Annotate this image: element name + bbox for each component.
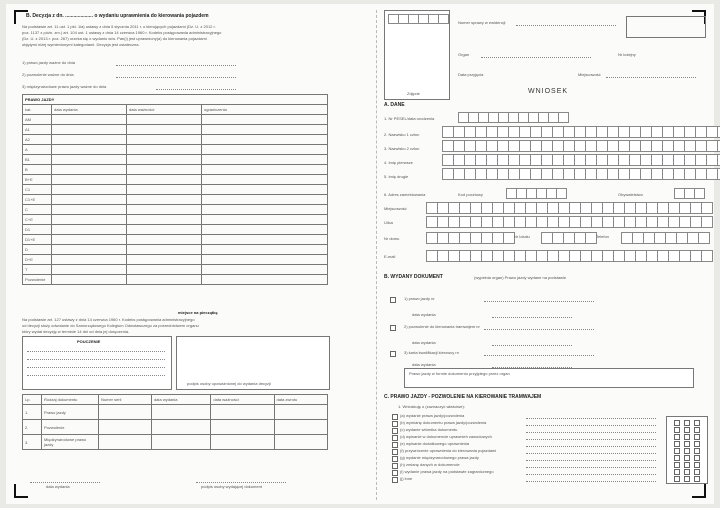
category-checkbox[interactable]	[674, 427, 680, 433]
table-cell[interactable]	[202, 125, 328, 135]
pouczenie-box	[22, 336, 172, 390]
footer-date-caption: data wydania	[46, 484, 70, 489]
table-row	[23, 215, 328, 225]
table-cell[interactable]	[52, 205, 127, 215]
table-cell[interactable]	[127, 135, 202, 145]
phone-cells[interactable]	[621, 232, 709, 244]
documents-table	[22, 394, 328, 450]
table-header: Rodzaj dokumentu	[42, 395, 99, 405]
table-row	[23, 205, 328, 215]
checklist-line	[526, 481, 656, 482]
permit-validity-field[interactable]	[116, 77, 236, 78]
table-row	[23, 420, 328, 435]
table-cell: 1.	[23, 405, 42, 420]
section-b-label: 2) pozwolenie do kierowania tramwajem nr	[404, 324, 480, 329]
flat-number-cells[interactable]	[541, 232, 596, 244]
case-number-label: Numer sprawy w ewidencji	[458, 20, 506, 25]
footer-date-line[interactable]	[30, 482, 100, 483]
checklist-label: (a) wydanie prawa jazdy/pozwolenia	[400, 413, 465, 418]
table-row	[23, 225, 328, 235]
text-line	[27, 359, 165, 360]
checkbox[interactable]	[392, 456, 398, 462]
section-b-label: data wydania	[412, 340, 436, 345]
table-header: data ważności	[211, 395, 274, 405]
section-c-title: C. PRAWO JAZDY - POZWOLENIE NA KIEROWANIE TRAMWAJEM	[384, 394, 542, 400]
category-checkbox[interactable]	[684, 469, 690, 475]
checkbox[interactable]	[392, 449, 398, 455]
field-label: Miejscowość	[384, 206, 407, 211]
category-checkbox[interactable]	[694, 441, 700, 447]
table-cell[interactable]	[202, 185, 328, 195]
checklist-label: (e) wpisanie dodatkowego uprawnienia	[400, 441, 470, 446]
intl-license-label: 3) międzynarodowe prawo jazdy ważne do dnia	[22, 84, 107, 89]
table-cell[interactable]	[127, 115, 202, 125]
section-b-label: 3) karta kwalifikacji kierowcy nr	[404, 350, 459, 355]
note-line: który wydał decyzję w terminie 14 dni od dnia jej doręczenia.	[22, 329, 130, 334]
table-cell[interactable]	[202, 255, 328, 265]
table-cell[interactable]	[211, 435, 274, 450]
section-b-field[interactable]	[492, 367, 572, 368]
category-checkbox[interactable]	[674, 455, 680, 461]
footer-sign-line[interactable]	[196, 482, 286, 483]
category-cell: A	[23, 145, 52, 155]
field-label: Obywatelstwo	[618, 192, 643, 197]
checklist-line	[526, 453, 656, 454]
category-checkbox[interactable]	[684, 434, 690, 440]
category-checkbox[interactable]	[684, 455, 690, 461]
category-checkbox[interactable]	[694, 427, 700, 433]
category-checkbox[interactable]	[684, 427, 690, 433]
table-row	[23, 245, 328, 255]
license-validity-field[interactable]	[116, 65, 236, 66]
field-label: 3. Nazwisko 2 człon	[384, 146, 420, 151]
checklist-label: (c) wydanie wtórnika dokumentu	[400, 427, 458, 432]
table-cell[interactable]	[52, 275, 127, 285]
section-b-field[interactable]	[492, 317, 572, 318]
category-checkbox[interactable]	[674, 420, 680, 426]
checklist-line	[526, 425, 656, 426]
received-date-label: Data przyjęcia	[458, 72, 484, 77]
section-b-field[interactable]	[484, 329, 594, 330]
table-cell[interactable]	[52, 185, 127, 195]
note-line: Na podstawie art. 127 ustawy z dnia 14 czerwca 1960 r. Kodeks postępowania administracyjnego	[22, 317, 195, 322]
category-checkbox[interactable]	[674, 434, 680, 440]
checklist-line	[526, 460, 656, 461]
table-cell[interactable]	[202, 205, 328, 215]
section-b-field[interactable]	[484, 301, 594, 302]
footer-sign-caption: podpis osoby wydającej dokument	[201, 484, 262, 489]
surname2-cells[interactable]	[442, 140, 720, 152]
table-cell[interactable]	[52, 245, 127, 255]
category-checkbox[interactable]	[674, 476, 680, 482]
table-cell[interactable]	[127, 185, 202, 195]
category-cell: C+E	[23, 215, 52, 225]
checkbox[interactable]	[392, 477, 398, 483]
pouczenie-title: POUCZENIE	[77, 339, 101, 344]
page-divider	[376, 10, 377, 500]
table-cell: Międzynarodowe prawo jazdy	[42, 435, 99, 450]
table-cell[interactable]	[202, 245, 328, 255]
table-cell[interactable]	[127, 275, 202, 285]
input-cell[interactable]	[438, 14, 449, 24]
stamp-caption: miejsce na pieczątkę	[178, 310, 218, 315]
street-cells[interactable]	[426, 216, 712, 228]
table-cell[interactable]	[127, 125, 202, 135]
input-cell[interactable]	[701, 202, 713, 214]
table-row	[23, 265, 328, 275]
section-b-field[interactable]	[492, 345, 572, 346]
place-label: Miejscowość	[578, 72, 601, 77]
input-cell[interactable]	[701, 250, 713, 262]
photo-caption: Zdjęcie	[407, 91, 420, 96]
table-cell[interactable]	[202, 175, 328, 185]
table-cell[interactable]	[274, 420, 327, 435]
category-checkbox[interactable]	[684, 476, 690, 482]
table-cell[interactable]	[52, 265, 127, 275]
crop-mark	[14, 484, 28, 498]
table-cell[interactable]	[127, 155, 202, 165]
signature-box[interactable]	[176, 336, 330, 390]
email-cells[interactable]	[426, 250, 712, 262]
category-cell: C1	[23, 185, 52, 195]
checklist-label: (h) zmianę danych w dokumencie	[400, 462, 460, 467]
category-checkbox[interactable]	[684, 420, 690, 426]
categories-table	[22, 94, 328, 285]
paragraph-line: objętymi niżej wymienionymi kategoriami. Decyzja jest ostateczna.	[22, 42, 140, 47]
category-checkbox[interactable]	[684, 448, 690, 454]
checklist-line	[526, 446, 656, 447]
table-row	[23, 275, 328, 285]
checklist-label: (g) wydanie międzynarodowego prawa jazdy	[400, 455, 479, 460]
table-header: Lp.	[23, 395, 42, 405]
table-cell[interactable]	[127, 215, 202, 225]
input-cell[interactable]	[558, 112, 569, 123]
checklist-label: (f) przywrócenie uprawnienia do kierowania pojazdami	[400, 448, 497, 453]
table-cell[interactable]	[99, 420, 152, 435]
checkbox[interactable]	[392, 421, 398, 427]
field-label: Nr domu	[384, 236, 400, 241]
table-cell: 2.	[23, 420, 42, 435]
decision-heading: B. Decyzja z dn. .................... o wydaniu uprawnienia do kierowania pojazdem	[26, 13, 209, 19]
checkbox[interactable]	[392, 463, 398, 469]
table-row	[23, 115, 328, 125]
table-cell[interactable]	[52, 115, 127, 125]
checkbox[interactable]	[392, 414, 398, 420]
category-checkbox[interactable]	[694, 434, 700, 440]
table-cell[interactable]	[127, 225, 202, 235]
sequence-label: Nr kolejny	[618, 52, 636, 57]
table-cell[interactable]	[99, 435, 152, 450]
text-line	[27, 375, 165, 376]
checklist-label: (d) wpisanie w dokumencie uprawnień zawodowych	[400, 434, 492, 439]
issued-format-label: Prawo jazdy w formie dokumentu przyjętego przez organ	[409, 371, 510, 376]
table-title: PRAWO JAZDY	[23, 95, 328, 105]
table-cell[interactable]	[211, 405, 274, 420]
table-cell: Pozwolenie	[42, 420, 99, 435]
category-checkbox[interactable]	[694, 455, 700, 461]
category-checkbox[interactable]	[684, 462, 690, 468]
category-checkbox[interactable]	[674, 469, 680, 475]
category-cell: D+E	[23, 255, 52, 265]
checklist-line	[526, 474, 656, 475]
table-row	[23, 155, 328, 165]
table-row	[23, 235, 328, 245]
category-checkbox[interactable]	[674, 448, 680, 454]
table-cell[interactable]	[202, 195, 328, 205]
table-row	[23, 185, 328, 195]
category-checkbox[interactable]	[694, 420, 700, 426]
house-number-cells[interactable]	[426, 232, 514, 244]
table-cell[interactable]	[52, 175, 127, 185]
table-cell[interactable]	[127, 195, 202, 205]
table-cell[interactable]	[151, 435, 210, 450]
input-cell[interactable]	[698, 232, 710, 244]
table-cell[interactable]	[127, 165, 202, 175]
note-line: od decyzji służy odwołanie do Samorządowego Kolegium Odwoławczego za pośrednictwem organu	[22, 323, 199, 328]
table-row	[23, 145, 328, 155]
checklist-line	[526, 418, 656, 419]
table-cell[interactable]	[127, 265, 202, 275]
table-cell[interactable]	[127, 245, 202, 255]
table-cell[interactable]	[202, 155, 328, 165]
table-row	[23, 135, 328, 145]
table-cell[interactable]	[202, 145, 328, 155]
category-cell: B	[23, 165, 52, 175]
checkbox[interactable]	[392, 428, 398, 434]
field-label: Kod pocztowy	[458, 192, 483, 197]
table-cell[interactable]	[52, 155, 127, 165]
table-row	[23, 125, 328, 135]
category-checkbox[interactable]	[674, 462, 680, 468]
table-cell[interactable]	[202, 275, 328, 285]
category-checkbox[interactable]	[684, 441, 690, 447]
table-cell[interactable]	[202, 165, 328, 175]
table-cell: Prawo jazdy	[42, 405, 99, 420]
table-header: ograniczenia	[202, 105, 328, 115]
field-label: Nr lokalu	[514, 234, 530, 239]
table-cell: 3.	[23, 435, 42, 450]
table-cell[interactable]	[52, 215, 127, 225]
table-header: data wydania	[52, 105, 127, 115]
field-label: Telefon	[596, 234, 609, 239]
table-row	[23, 195, 328, 205]
section-b-label: data wydania	[412, 362, 436, 367]
section-b-label: 1) prawo jazdy nr	[404, 296, 435, 301]
table-cell[interactable]	[151, 420, 210, 435]
organ-label: Organ	[458, 52, 470, 57]
checkbox[interactable]	[390, 297, 396, 303]
citizenship-cells[interactable]	[674, 188, 704, 199]
checklist-label: (b) wymianę dokumentu prawa jazdy/pozwolenia	[400, 420, 487, 425]
field-label: 4. Imię pierwsze	[384, 160, 413, 165]
table-cell[interactable]	[202, 135, 328, 145]
table-header: data wydania	[151, 395, 210, 405]
category-checkbox[interactable]	[694, 476, 700, 482]
issued-format-box	[404, 368, 694, 388]
category-checkbox[interactable]	[674, 441, 680, 447]
postcode-cells[interactable]	[506, 188, 566, 199]
table-cell[interactable]	[274, 435, 327, 450]
checkbox[interactable]	[392, 470, 398, 476]
section-b-field[interactable]	[484, 355, 594, 356]
table-cell[interactable]	[52, 235, 127, 245]
place-field[interactable]	[606, 77, 696, 78]
checkbox[interactable]	[392, 435, 398, 441]
category-cell: C1+E	[23, 195, 52, 205]
table-cell[interactable]	[52, 135, 127, 145]
table-cell[interactable]	[127, 255, 202, 265]
table-cell[interactable]	[127, 205, 202, 215]
table-cell[interactable]	[52, 165, 127, 175]
field-label: E-mail	[384, 254, 396, 259]
table-cell[interactable]	[202, 265, 328, 275]
input-cell[interactable]	[701, 216, 713, 228]
table-row	[23, 165, 328, 175]
checkbox[interactable]	[390, 325, 396, 331]
category-cell: B+E	[23, 175, 52, 185]
input-cell[interactable]	[556, 188, 567, 199]
table-cell[interactable]	[127, 235, 202, 245]
text-line	[27, 367, 165, 368]
document-sheet	[6, 4, 714, 504]
category-cell: A1	[23, 125, 52, 135]
table-cell[interactable]	[52, 195, 127, 205]
intl-license-field[interactable]	[156, 89, 236, 90]
checklist-line	[526, 439, 656, 440]
field-label: 2. Nazwisko 1 człon	[384, 132, 420, 137]
table-row	[23, 405, 328, 420]
table-cell[interactable]	[52, 145, 127, 155]
signature-caption: podpis osoby upoważnionej do wydania decyzji	[187, 381, 271, 386]
section-b-title: B. WYDANY DOKUMENT	[384, 274, 443, 280]
table-cell[interactable]	[202, 115, 328, 125]
section-b-label: data wydania	[412, 312, 436, 317]
category-checkbox[interactable]	[694, 469, 700, 475]
table-header: data zwrotu	[274, 395, 327, 405]
category-cell: D	[23, 245, 52, 255]
text-line	[27, 351, 165, 352]
checkbox[interactable]	[392, 442, 398, 448]
paragraph-line: (Dz. U. z 2013 r. poz. 267) orzeka się o wydaniu w/w. Pan(i) jest uprawniony(a) do kierowania pojazdami	[22, 36, 207, 41]
first-name-cells[interactable]	[442, 154, 720, 166]
table-cell[interactable]	[151, 405, 210, 420]
category-checkbox[interactable]	[694, 448, 700, 454]
category-cell: A2	[23, 135, 52, 145]
license-validity-label: 1) prawo jazdy ważne do dnia	[22, 60, 75, 65]
table-cell[interactable]	[99, 405, 152, 420]
case-number-field[interactable]	[516, 25, 616, 26]
second-name-cells[interactable]	[442, 168, 720, 180]
table-row	[23, 435, 328, 450]
table-cell[interactable]	[52, 125, 127, 135]
input-cell[interactable]	[694, 188, 705, 199]
table-cell[interactable]	[52, 225, 127, 235]
table-cell[interactable]	[127, 175, 202, 185]
table-cell[interactable]	[202, 215, 328, 225]
section-a-title: A. DANE	[384, 102, 405, 108]
table-cell[interactable]	[274, 405, 327, 420]
table-cell[interactable]	[202, 225, 328, 235]
checkbox[interactable]	[390, 351, 396, 357]
category-cell: C	[23, 205, 52, 215]
category-checkbox[interactable]	[694, 462, 700, 468]
checklist-line	[526, 432, 656, 433]
field-label: 5. Imię drugie	[384, 174, 409, 179]
field-label: 6. Adres zameldowania	[384, 192, 426, 197]
field-label: 1. Nr PESEL/data urodzenia	[384, 116, 435, 121]
permit-validity-label: 2) pozwolenie ważne do dnia	[22, 72, 74, 77]
organ-box	[626, 16, 706, 38]
surname1-cells[interactable]	[442, 126, 720, 138]
field-label: Ulica	[384, 220, 393, 225]
section-c-intro: 1. Wnioskuję o (zaznaczyć właściwe):	[398, 404, 465, 409]
table-row	[23, 255, 328, 265]
category-cell: AM	[23, 115, 52, 125]
office-code-cells[interactable]	[388, 14, 448, 24]
table-cell[interactable]	[127, 145, 202, 155]
checklist-label: (j) inne	[400, 476, 413, 481]
table-header: kat.	[23, 105, 52, 115]
section-b-note: (wypełnia organ) Prawo jazdy wydane na podstawie	[474, 275, 567, 280]
form-title: WNIOSEK	[528, 88, 569, 95]
table-cell[interactable]	[202, 235, 328, 245]
table-header: Numer serii	[99, 395, 152, 405]
table-row	[23, 175, 328, 185]
category-cell: B1	[23, 155, 52, 165]
table-cell[interactable]	[211, 420, 274, 435]
organ-field[interactable]	[481, 57, 591, 58]
checklist-line	[526, 467, 656, 468]
crop-mark	[692, 484, 706, 498]
paragraph-line: Na podstawie art. 11 ust. 1 pkt. 1ia) ustawy z dnia 5 stycznia 2011 r. o kierujących pojazdami (Dz. U. z 2012 r.	[22, 24, 216, 29]
category-cell: T	[23, 265, 52, 275]
pesel-cells[interactable]	[458, 112, 568, 123]
category-cell: D1	[23, 225, 52, 235]
paragraph-line: poz. 1137 z późn. zm.) art. 104 ust. 1 ustawy z dnia 14 czerwca 1960 r. Kodeks postępowania administracyjnego	[22, 30, 222, 35]
city-cells[interactable]	[426, 202, 712, 214]
table-cell[interactable]	[52, 255, 127, 265]
checklist-label: (i) wydanie prawa jazdy na podstawie zagranicznego	[400, 469, 494, 474]
category-cell: D1+E	[23, 235, 52, 245]
category-cell: Pozwolenie	[23, 275, 52, 285]
table-header: data ważności	[127, 105, 202, 115]
